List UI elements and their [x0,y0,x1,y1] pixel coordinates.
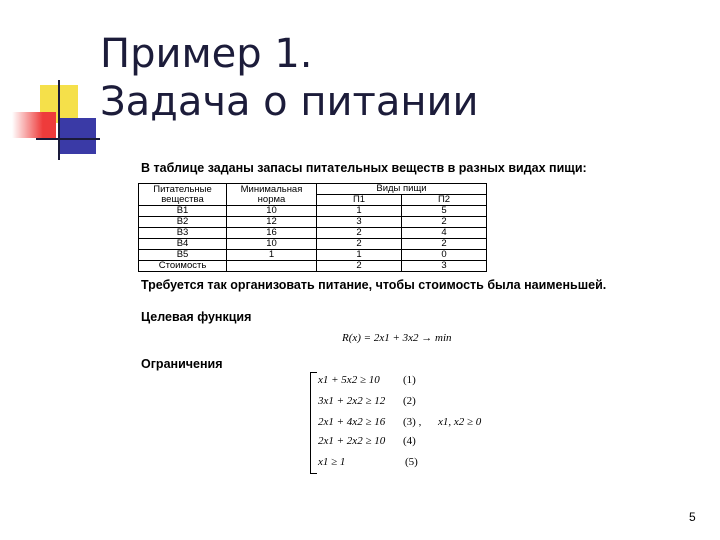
table-cell: В3 [139,228,227,239]
header-nutrients: Питательные вещества [139,184,227,206]
constraint-2-number: (2) [403,395,416,407]
constraints-label: Ограничения [141,357,223,371]
deco-vertical-line [58,80,60,160]
table-cell: В1 [139,206,227,217]
constraint-5-number: (5) [405,456,418,468]
constraint-5: x1 ≥ 1 [318,456,346,468]
table-row [139,228,487,239]
table-row [139,206,487,217]
constraint-1: x1 + 5x2 ≥ 10 [318,374,380,386]
table-row [139,239,487,250]
header-food-types: Виды пищи [317,184,487,195]
constraint-3-number: (3) , [403,416,422,428]
table-row [139,217,487,228]
table-cell: 4 [402,228,487,239]
intro-text: В таблице заданы запасы питательных веществ в разных видах пищи: [141,161,587,175]
title-line-2: Задача о питании [100,79,479,125]
deco-blue-square [60,118,96,154]
table-cell: В2 [139,217,227,228]
nutrition-table [138,183,487,272]
table-header-row [139,184,487,195]
table-cell: 2 [402,217,487,228]
objective-label: Целевая функция [141,310,252,324]
page-number: 5 [689,510,696,524]
table-cell: 10 [227,206,317,217]
table-cell: 2 [317,228,402,239]
constraint-4-number: (4) [403,435,416,447]
constraints-brace [310,372,317,474]
table-cell: 2 [402,239,487,250]
table-cell: 2 [317,261,402,272]
table-row [139,250,487,261]
table-cell: Стоимость [139,261,227,272]
table-cell: 2 [317,239,402,250]
constraint-1-number: (1) [403,374,416,386]
constraint-4: 2x1 + 2x2 ≥ 10 [318,435,386,447]
table-cell: В5 [139,250,227,261]
header-min-norm: Минимальная норма [227,184,317,206]
table-cell: 0 [402,250,487,261]
deco-red-square [12,112,56,138]
table-cell: 1 [317,250,402,261]
header-p2: П2 [402,195,487,206]
nonnegativity-constraint: x1, x2 ≥ 0 [438,416,482,428]
slide-title [100,30,478,126]
table-cell: 3 [402,261,487,272]
table-cell: 16 [227,228,317,239]
constraint-2: 3x1 + 2x2 ≥ 12 [318,395,386,407]
requirement-text: Требуется так организовать питание, чтобы стоимость была наименьшей. [141,278,607,292]
deco-horizontal-line [36,138,100,140]
title-line-1: Пример 1. [100,31,313,77]
header-p1: П1 [317,195,402,206]
table-cell: 1 [317,206,402,217]
table-cell: В4 [139,239,227,250]
constraint-3: 2x1 + 4x2 ≥ 16 [318,416,386,428]
table-cell: 12 [227,217,317,228]
table-cell: 10 [227,239,317,250]
table-cell: 3 [317,217,402,228]
table-cell: 1 [227,250,317,261]
table-cell [227,261,317,272]
table-cell: 5 [402,206,487,217]
objective-formula: R(x) = 2x1 + 3x2 → min [342,332,452,344]
table-row [139,261,487,272]
